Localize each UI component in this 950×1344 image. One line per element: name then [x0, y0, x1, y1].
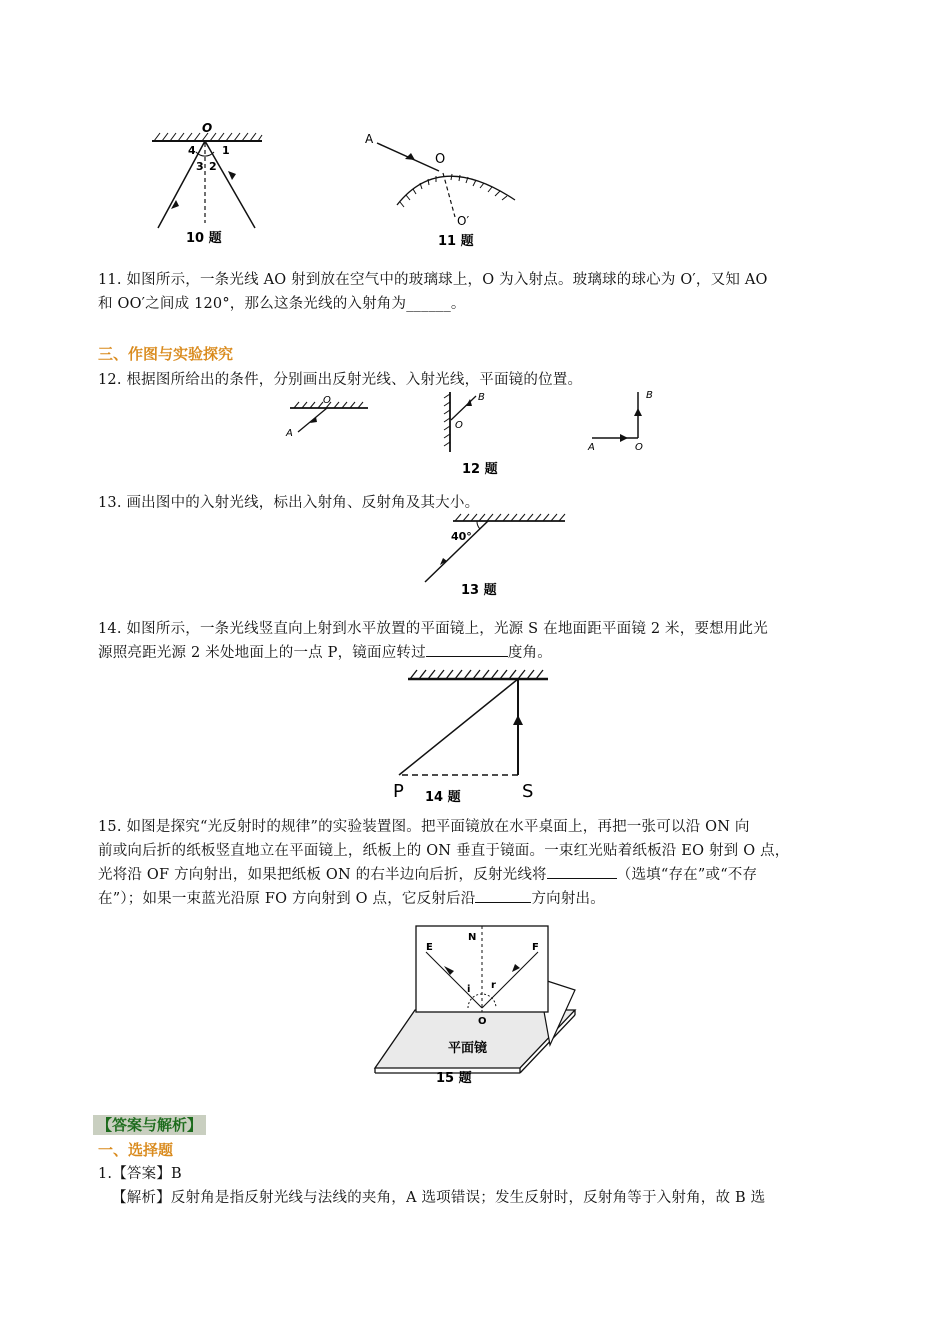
q15-blank-2[interactable] — [475, 888, 531, 903]
q11-line2: 和 OO′之间成 120°，那么这条光线的入射角为______。 — [98, 296, 466, 312]
answer-1-label: 1.【答案】B — [98, 1166, 182, 1182]
figure-15 — [370, 920, 585, 1085]
question-12: 12. 根据图所给出的条件，分别画出反射光线、入射光线，平面镜的位置。 — [98, 372, 583, 388]
q14-line2: 源照亮距光源 2 米处地面上的一点 P，镜面应转过 度角。 — [98, 641, 858, 665]
q14-blank[interactable] — [426, 642, 508, 657]
fig10-4: 4 — [188, 144, 196, 157]
fig15-f: F — [532, 942, 539, 953]
fig12-b-mid: B — [478, 392, 485, 403]
fig15-mirror: 平面镜 — [448, 1041, 488, 1056]
fig14-p: P — [393, 781, 404, 802]
q11-blank[interactable]: ______ — [406, 296, 451, 312]
fig13-angle: 40° — [451, 530, 472, 543]
figure-12 — [280, 390, 680, 480]
fig12-a-right: A — [588, 442, 595, 453]
answers-section-1: 一、选择题 — [98, 1141, 174, 1159]
fig15-caption: 15 题 — [436, 1071, 472, 1085]
fig15-i: i — [467, 984, 471, 995]
figure-10 — [140, 118, 270, 248]
question-13: 13. 画出图中的入射光线，标出入射角、反射角及其大小。 — [98, 495, 480, 511]
q15-line4: 在”）；如果一束蓝光沿原 FO 方向射到 O 点，它反射后沿 方向射出。 — [98, 887, 858, 911]
fig11-o2: O′ — [457, 214, 470, 228]
fig12-b-right: B — [646, 390, 653, 401]
fig14-s: S — [522, 781, 534, 802]
fig14-caption: 14 题 — [425, 790, 461, 805]
figure-13 — [415, 510, 575, 600]
q15-blank-1[interactable] — [547, 864, 617, 879]
q15-line1: 15. 如图是探究“光反射时的规律”的实验装置图。把平面镜放在水平桌面上，再把一张可以沿 ON 向 — [98, 819, 750, 835]
fig15-o: O — [478, 1016, 487, 1027]
fig12-o-right: O — [635, 442, 643, 453]
q15-line3: 光将沿 OF 方向射出，如果把纸板 ON 的右半边向后折，反射光线将 （选填“存在”或“不存 — [98, 863, 858, 887]
fig12-a-left: A — [286, 428, 293, 439]
q11-line1: 11. 如图所示，一条光线 AO 射到放在空气中的玻璃球上，O 为入射点。玻璃球的球心为 O′，又知 AO — [98, 272, 768, 288]
fig10-o: O — [202, 121, 213, 135]
answers-title: 【答案与解析】 — [93, 1114, 206, 1135]
fig13-caption: 13 题 — [461, 583, 497, 598]
figure-14 — [390, 663, 560, 808]
question-14 — [98, 617, 858, 665]
fig10-1: 1 — [222, 144, 230, 157]
fig12-o-left: O — [323, 395, 331, 406]
question-11 — [98, 268, 858, 316]
fig11-o: O — [435, 152, 446, 167]
fig15-r: r — [491, 980, 496, 991]
fig11-a: A — [365, 132, 374, 146]
section-3-heading: 三、作图与实验探究 — [98, 345, 234, 363]
fig10-2: 2 — [209, 160, 217, 173]
fig11-caption: 11 题 — [438, 234, 474, 249]
fig10-3: 3 — [196, 160, 204, 173]
figure-11 — [355, 125, 530, 250]
fig15-n: N — [468, 932, 477, 943]
fig15-e: E — [426, 942, 433, 953]
q14-line1: 14. 如图所示，一条光线竖直向上射到水平放置的平面镜上，光源 S 在地面距平面镜 2 米，要想用此光 — [98, 621, 768, 637]
fig12-caption: 12 题 — [462, 462, 498, 477]
fig10-caption: 10 题 — [186, 231, 222, 246]
question-15 — [98, 815, 858, 911]
fig12-o-mid: O — [455, 420, 463, 431]
q15-line2: 前或向后折的纸板竖直地立在平面镜上，纸板上的 ON 垂直于镜面。一束红光贴着纸板沿 EO 射到 O 点， — [98, 843, 790, 859]
answer-1-explanation: 【解析】反射角是指反射光线与法线的夹角，A 选项错误；发生反射时，反射角等于入射角，故 B 选 — [112, 1190, 766, 1206]
